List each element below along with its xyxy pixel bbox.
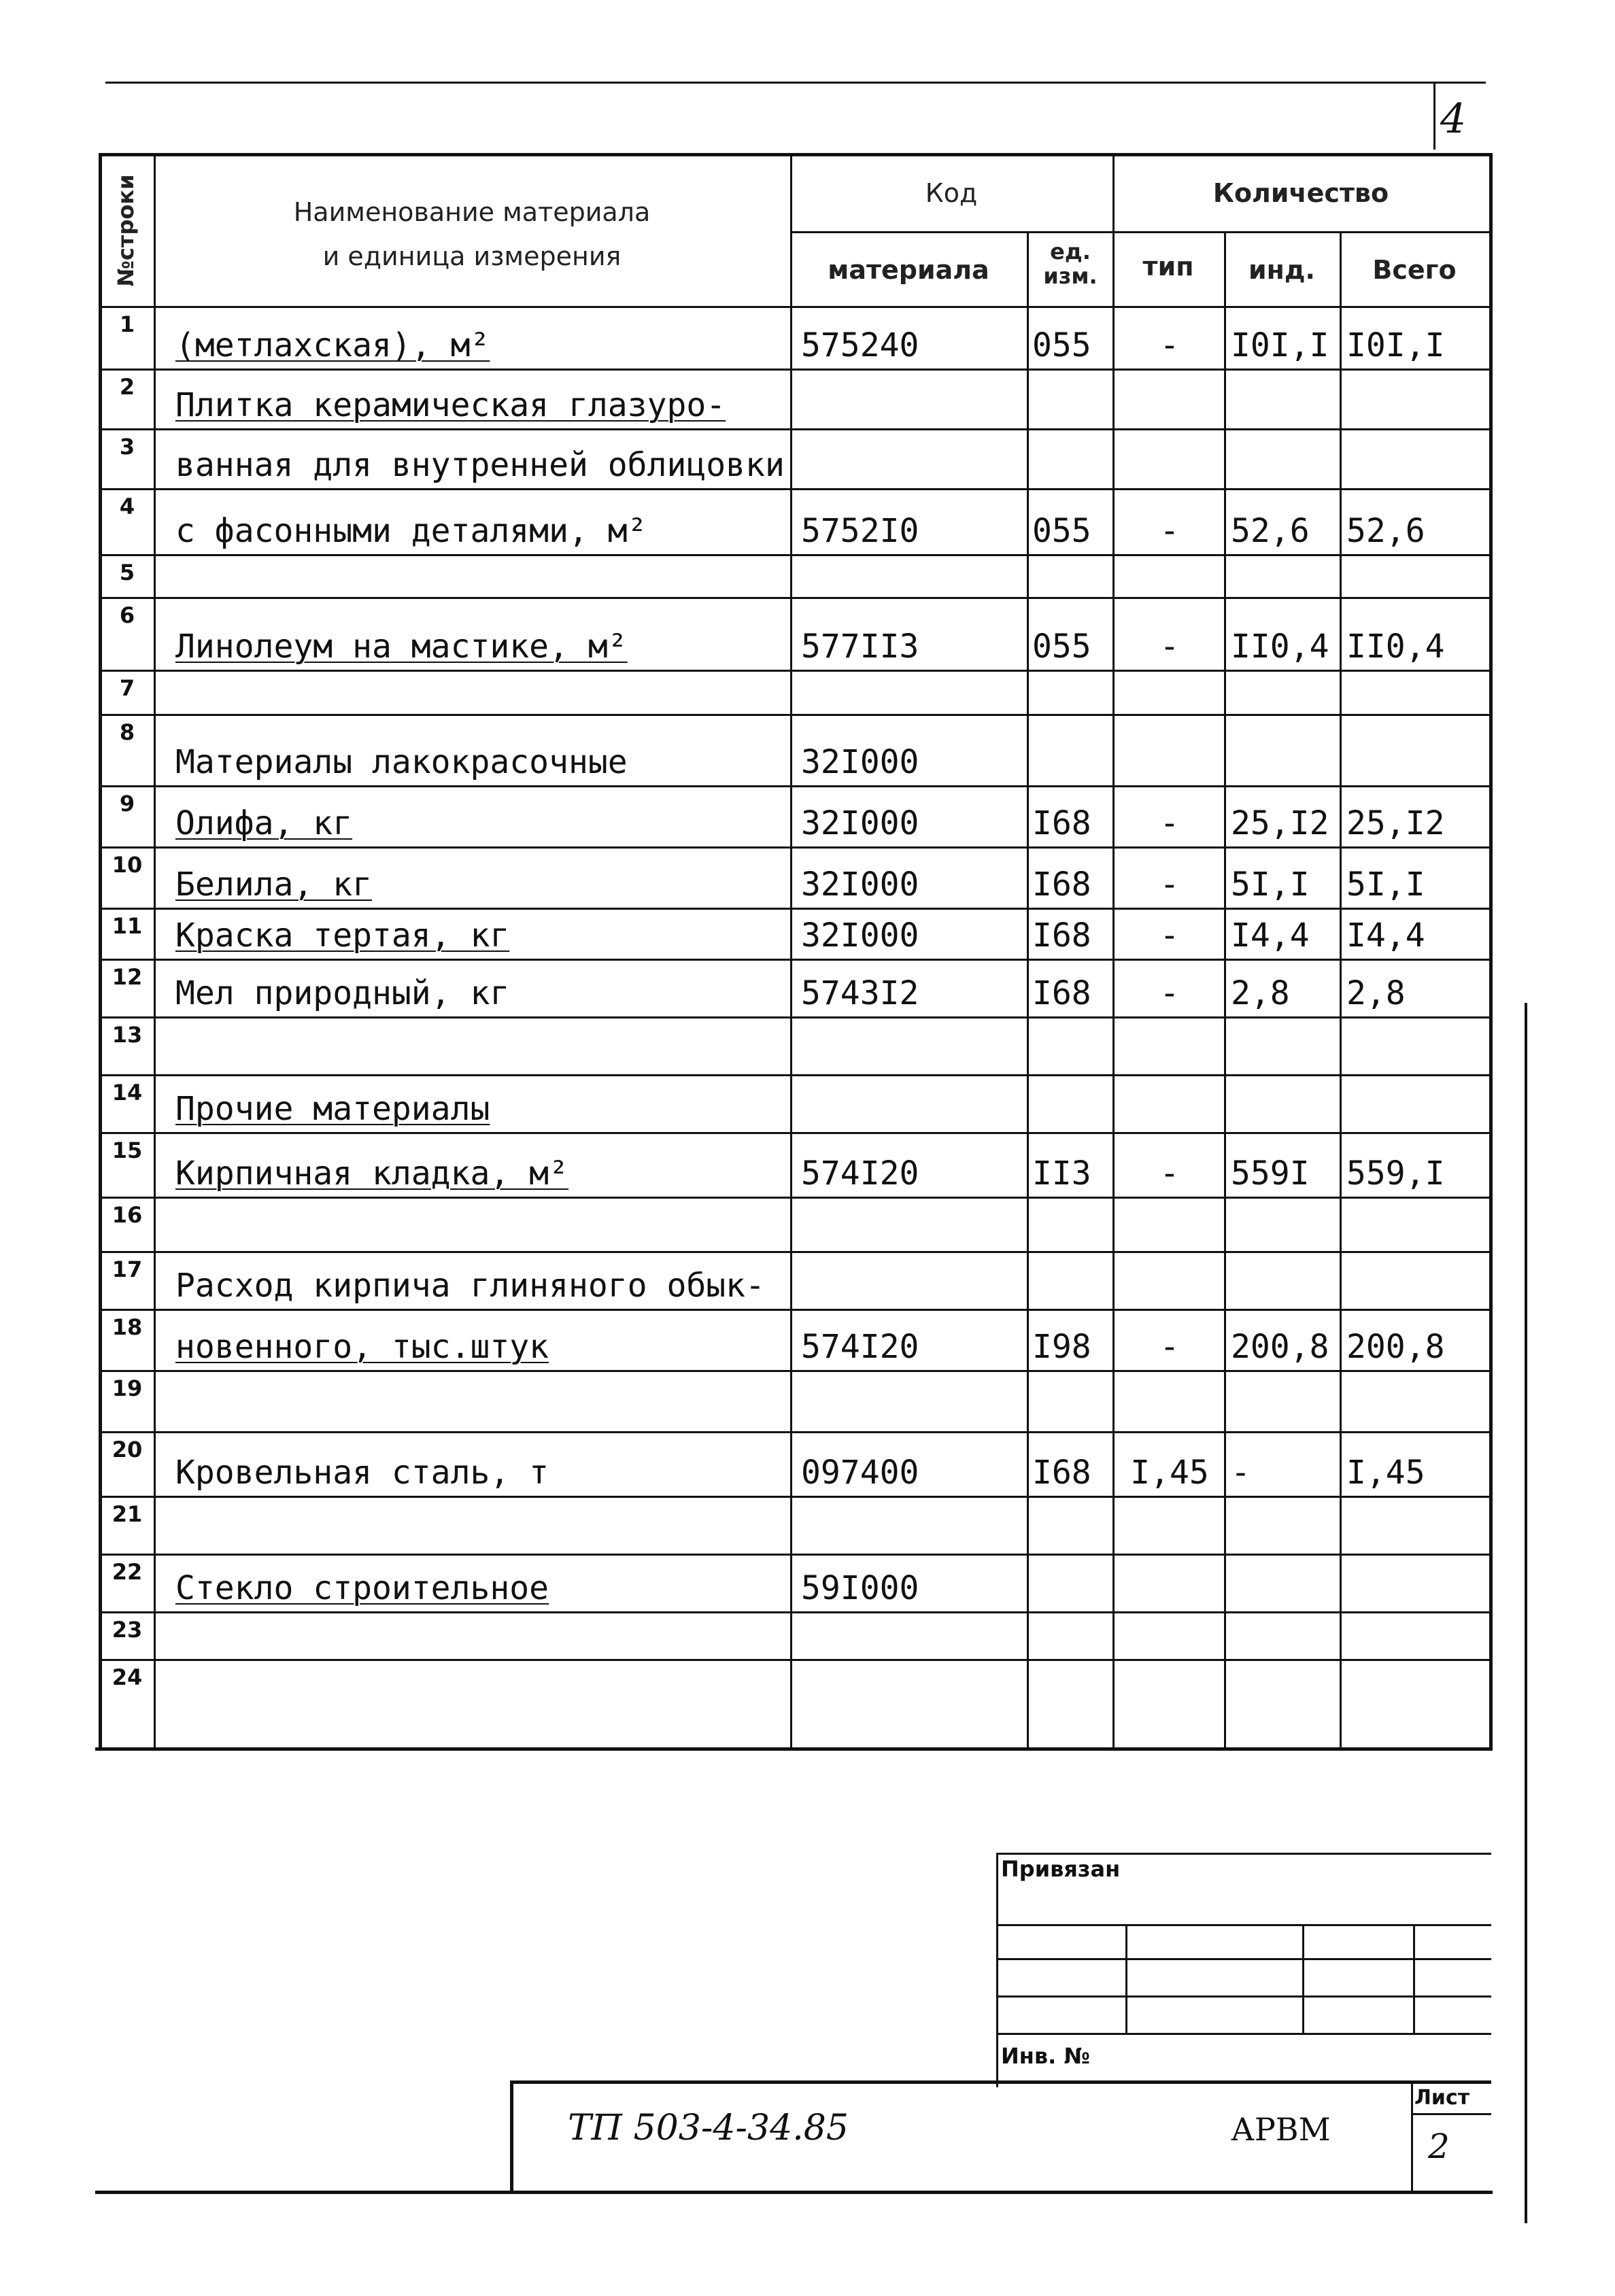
header-code-group: Код [925,178,978,208]
row-number: 4 [119,494,135,519]
qty-total: II0,4 [1346,628,1445,666]
row-number: 5 [119,560,135,585]
row-separator [99,1016,1489,1018]
material-code: 59I000 [801,1569,919,1607]
unit-code: I68 [1032,1454,1091,1492]
material-code: 32I000 [801,866,919,904]
material-code: 575240 [801,326,919,364]
material-name: Линолеум на мастике, м² [175,628,628,666]
row-separator [99,1309,1489,1311]
qty-total: 2,8 [1346,974,1406,1012]
material-name: Кровельная сталь, т [175,1454,549,1492]
row-number: 15 [112,1137,143,1163]
row-separator [99,846,1489,849]
row-separator [99,1431,1489,1433]
material-code: 574I20 [801,1154,919,1193]
qty-tip: - [1159,1328,1180,1366]
unit-code: II3 [1032,1154,1091,1193]
row-number: 21 [112,1501,143,1527]
material-name: Материалы лакокрасочные [175,743,628,781]
material-code: 097400 [801,1454,919,1492]
qty-total: 52,6 [1346,512,1425,550]
material-name: Прочие материалы [175,1090,490,1128]
header-ind: инд. [1248,255,1315,285]
sheet-label: Лист [1414,2086,1470,2110]
qty-tip: - [1159,326,1180,364]
unit-code: I68 [1032,804,1091,842]
qty-ind: 559I [1231,1154,1310,1193]
row-number: 11 [112,913,143,939]
row-separator [99,1370,1489,1372]
row-number: 7 [119,675,135,701]
unit-code: I98 [1032,1328,1091,1366]
header-quantity-group: Количество [1212,178,1389,208]
top-rule [105,82,1486,84]
sheet-number: 2 [1428,2127,1450,2166]
row-number: 6 [119,602,135,628]
row-separator [99,428,1489,430]
unit-code: I68 [1032,974,1091,1012]
row-number: 18 [112,1314,143,1340]
material-code: 32I000 [801,743,919,781]
qty-tip: - [1159,974,1180,1012]
unit-code: 055 [1032,326,1091,364]
row-separator [99,1611,1489,1613]
qty-total: 25,I2 [1346,804,1445,842]
qty-ind: - [1231,1454,1251,1492]
row-number: 22 [112,1559,143,1585]
qty-total: 200,8 [1346,1328,1445,1366]
qty-ind: 25,I2 [1231,804,1329,842]
stamp-inv-no: Инв. № [1001,2043,1090,2069]
material-name: с фасонными деталями, м² [175,512,647,550]
row-number: 23 [112,1617,143,1643]
qty-total: I0I,I [1346,326,1445,364]
material-name: ванная для внутренней облицовки [175,446,785,484]
row-separator [99,908,1489,910]
qty-tip: - [1159,628,1180,666]
row-number: 8 [119,719,135,745]
stamp-privyazan: Привязан [1001,1856,1121,1882]
row-number: 10 [112,852,143,878]
qty-ind: 52,6 [1231,512,1310,550]
margin-mark [1525,1003,1527,2223]
material-code: 577II3 [801,628,919,666]
material-code: 32I000 [801,916,919,955]
qty-total: I,45 [1346,1454,1425,1492]
material-code: 5752I0 [801,512,919,550]
qty-total: I4,4 [1346,916,1425,955]
material-name: Расход кирпича глиняного обык- [175,1267,765,1305]
qty-total: 559,I [1346,1154,1445,1193]
row-separator [99,488,1489,490]
row-separator [99,1496,1489,1498]
row-separator [99,369,1489,371]
document-code: ТП 503-4-34.85 [568,2108,849,2148]
qty-ind: 2,8 [1231,974,1290,1012]
row-separator [99,1197,1489,1199]
material-name: Белила, кг [175,866,372,904]
row-number: 20 [112,1437,143,1462]
qty-tip: I,45 [1130,1454,1209,1492]
unit-code: 055 [1032,512,1091,550]
qty-ind: 200,8 [1231,1328,1329,1366]
unit-code: I68 [1032,916,1091,955]
unit-code: 055 [1032,628,1091,666]
row-number: 13 [112,1022,143,1048]
header-unit: ед. изм. [1043,239,1098,289]
material-name: Мел природный, кг [175,974,510,1012]
material-name: Кирпичная кладка, м² [175,1154,568,1193]
row-separator [99,554,1489,556]
qty-ind: I4,4 [1231,916,1310,955]
material-name: Плитка керамическая глазуро- [175,386,726,424]
row-number: 12 [112,964,143,990]
row-separator [99,1659,1489,1661]
qty-ind: I0I,I [1231,326,1329,364]
row-number: 14 [112,1080,143,1106]
material-code: 574I20 [801,1328,919,1366]
qty-ind: II0,4 [1231,628,1329,666]
qty-tip: - [1159,916,1180,955]
row-number: 2 [119,374,135,400]
material-name: (метлахская), м² [175,326,490,364]
row-number: 19 [112,1375,143,1401]
row-number: 3 [119,434,135,460]
row-separator [99,785,1489,787]
material-name: новенного, тыс.штук [175,1328,549,1366]
header-name-line2: и единица измерения [322,241,622,271]
material-code: 32I000 [801,804,919,842]
row-number: 16 [112,1202,143,1228]
row-separator [99,670,1489,672]
material-name: Стекло строительное [175,1569,549,1607]
top-rule-tick [1433,82,1435,150]
row-separator [99,597,1489,599]
row-number: 1 [119,311,135,337]
header-row-number: №строки [113,174,139,287]
qty-tip: - [1159,804,1180,842]
unit-code: I68 [1032,866,1091,904]
material-name: Олифа, кг [175,804,353,842]
qty-total: 5I,I [1346,866,1425,904]
row-separator [99,1132,1489,1134]
header-material: материала [828,255,989,285]
row-separator [99,1251,1489,1253]
qty-tip: - [1159,866,1180,904]
row-separator [99,959,1489,961]
row-separator [99,714,1489,716]
row-number: 17 [112,1256,143,1282]
material-code: 5743I2 [801,974,919,1012]
header-name-line1: Наименование материала [293,197,651,227]
row-separator [99,1074,1489,1076]
header-tip: тип [1142,252,1194,281]
material-name: Краска тертая, кг [175,916,510,955]
qty-tip: - [1159,1154,1180,1193]
qty-ind: 5I,I [1231,866,1310,904]
row-number: 9 [119,791,135,817]
row-separator [99,1554,1489,1556]
page-number: 4 [1440,95,1467,143]
row-number: 24 [112,1664,143,1690]
qty-tip: - [1159,512,1180,550]
section-code: АРВМ [1231,2111,1331,2148]
header-total: Всего [1372,255,1457,285]
